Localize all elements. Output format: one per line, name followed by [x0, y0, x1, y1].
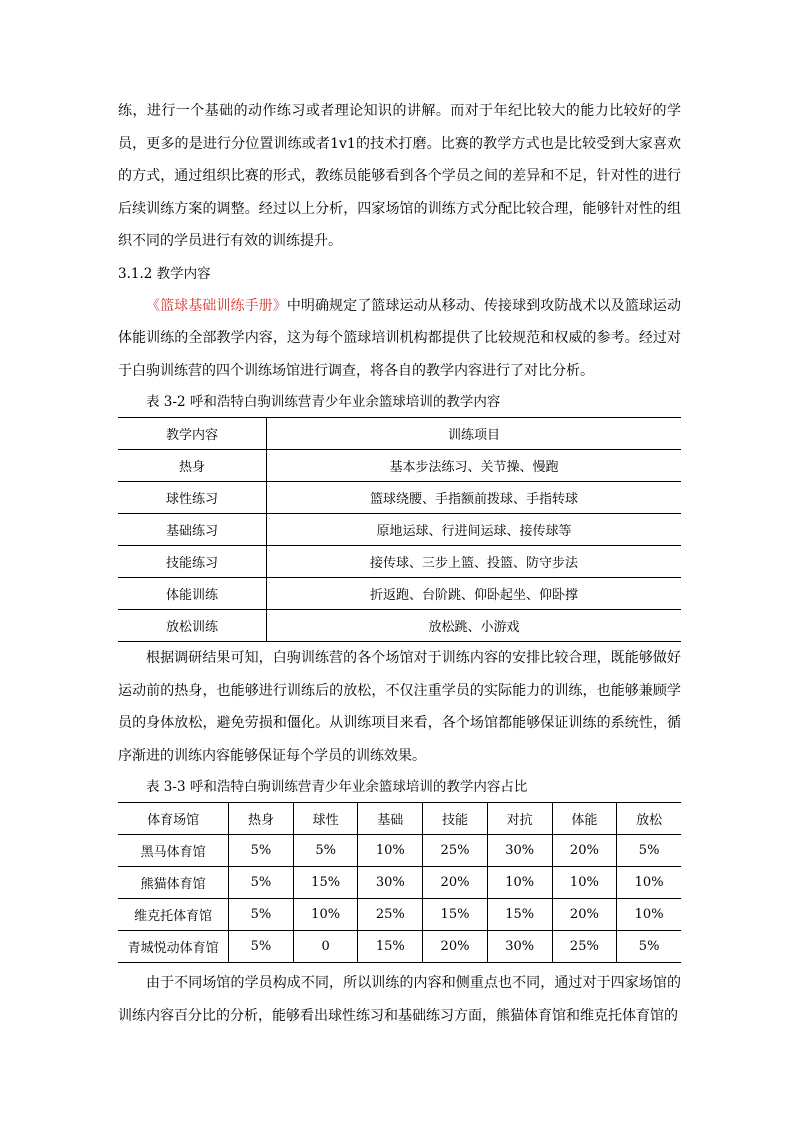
items-cell: 接传球、三步上篮、投篮、防守步法: [267, 546, 682, 578]
percent-cell: 5%: [293, 835, 358, 867]
paragraph-teaching-content: [118, 290, 681, 388]
header-cell: 体育场馆: [118, 803, 229, 835]
percent-cell: 5%: [617, 835, 681, 867]
percent-cell: 20%: [423, 931, 488, 963]
table-row: [118, 931, 681, 963]
paragraph-analysis: 由于不同场馆的学员构成不同，所以训练的内容和侧重点也不同，通过对于四家场馆的训练内容百分比的分析，能够看出球性练习和基础练习方面，熊猫体育馆和维克托体育馆的: [118, 975, 681, 1024]
venue-cell: 维克托体育馆: [118, 899, 229, 931]
header-cell: 球性: [293, 803, 358, 835]
percent-cell: 10%: [617, 867, 681, 899]
table-row: [118, 867, 681, 899]
header-cell: 训练项目: [267, 418, 682, 450]
percent-cell: 30%: [487, 835, 552, 867]
percent-cell: 5%: [229, 867, 294, 899]
percent-cell: 15%: [358, 931, 423, 963]
manual-reference-link[interactable]: 《篮球基础训练手册》: [146, 297, 287, 314]
table-row: [118, 450, 681, 482]
paragraph-survey-results: 根据调研结果可知，白驹训练营的各个场馆对于训练内容的安排比较合理，既能够做好运动前的热身，也能够进行训练后的放松，不仅注重学员的实际能力的训练，也能够兼顾学员的身体放松，避免劳损和僵化。从训练项目来看，各个场馆都能够保证训练的系统性，循序渐进的训练内容能够保证每个学员的训练效果。: [118, 650, 681, 764]
percent-cell: 15%: [487, 899, 552, 931]
table-header-row: [118, 803, 681, 835]
percent-cell: 20%: [552, 835, 617, 867]
percent-cell: 15%: [423, 899, 488, 931]
percent-cell: 20%: [552, 899, 617, 931]
percent-cell: 10%: [552, 867, 617, 899]
table-header-row: [118, 418, 681, 450]
percent-cell: 25%: [358, 899, 423, 931]
items-cell: 放松跳、小游戏: [267, 610, 682, 642]
venue-cell: 青城悦动体育馆: [118, 931, 229, 963]
content-cell: 基础练习: [118, 514, 267, 546]
content-cell: 技能练习: [118, 546, 267, 578]
header-cell: 对抗: [487, 803, 552, 835]
content-cell: 热身: [118, 450, 267, 482]
table-row: [118, 578, 681, 610]
table-row: [118, 546, 681, 578]
percent-cell: 5%: [229, 899, 294, 931]
venue-cell: 黑马体育馆: [118, 835, 229, 867]
items-cell: 基本步法练习、关节操、慢跑: [267, 450, 682, 482]
percent-cell: 10%: [617, 899, 681, 931]
table-3-2-caption: 表 3-2 呼和浩特白驹训练营青少年业余篮球培训的教学内容: [146, 394, 501, 410]
percent-cell: 10%: [358, 835, 423, 867]
content-cell: 球性练习: [118, 482, 267, 514]
venue-cell: 熊猫体育馆: [118, 867, 229, 899]
percent-cell: 30%: [358, 867, 423, 899]
items-cell: 折返跑、台阶跳、仰卧起坐、仰卧撑: [267, 578, 682, 610]
teaching-content-table: [118, 417, 681, 642]
paragraph-training-methods: 练，进行一个基础的动作练习或者理论知识的讲解。而对于年纪比较大的能力比较好的学员，更多的是进行分位置训练或者1v1的技术打磨。比赛的教学方式也是比较受到大家喜欢的方式，通过组织比赛的形式，教练员能够看到各个学员之间的差异和不足，针对性的进行后续训练方案的调整。经过以上分析，四家场馆的训练方式分配比较合理，能够针对性的组织不同的学员进行有效的训练提升。: [118, 103, 681, 249]
table-row: [118, 514, 681, 546]
table-row: [118, 482, 681, 514]
percent-cell: 0: [293, 931, 358, 963]
items-cell: 原地运球、行进间运球、接传球等: [267, 514, 682, 546]
percent-cell: 20%: [423, 867, 488, 899]
items-cell: 篮球绕腰、手指额前拨球、手指转球: [267, 482, 682, 514]
percent-cell: 5%: [617, 931, 681, 963]
table-row: [118, 835, 681, 867]
percent-cell: 5%: [229, 931, 294, 963]
header-cell: 热身: [229, 803, 294, 835]
table-row: [118, 610, 681, 642]
percent-cell: 5%: [229, 835, 294, 867]
content-ratio-table: [118, 802, 681, 963]
table-row: [118, 899, 681, 931]
header-cell: 基础: [358, 803, 423, 835]
content-cell: 放松训练: [118, 610, 267, 642]
percent-cell: 15%: [293, 867, 358, 899]
header-cell: 体能: [552, 803, 617, 835]
document-page: [118, 95, 681, 1032]
percent-cell: 25%: [423, 835, 488, 867]
section-heading: 3.1.2 教学内容: [118, 265, 211, 282]
percent-cell: 10%: [293, 899, 358, 931]
paragraph-teaching-content-text: 中明确规定了篮球运动从移动、传接球到攻防战术以及篮球运动体能训练的全部教学内容，这为每个篮球培训机构都提供了比较规范和权威的参考。经过对于白驹训练营的四个训练场馆进行调查，将各自的教学内容进行了对比分析。: [118, 297, 682, 379]
header-cell: 技能: [423, 803, 488, 835]
percent-cell: 10%: [487, 867, 552, 899]
header-cell: 放松: [617, 803, 681, 835]
table-3-3-caption: 表 3-3 呼和浩特白驹训练营青少年业余篮球培训的教学内容占比: [146, 779, 528, 795]
content-cell: 体能训练: [118, 578, 267, 610]
percent-cell: 30%: [487, 931, 552, 963]
percent-cell: 25%: [552, 931, 617, 963]
header-cell: 教学内容: [118, 418, 267, 450]
